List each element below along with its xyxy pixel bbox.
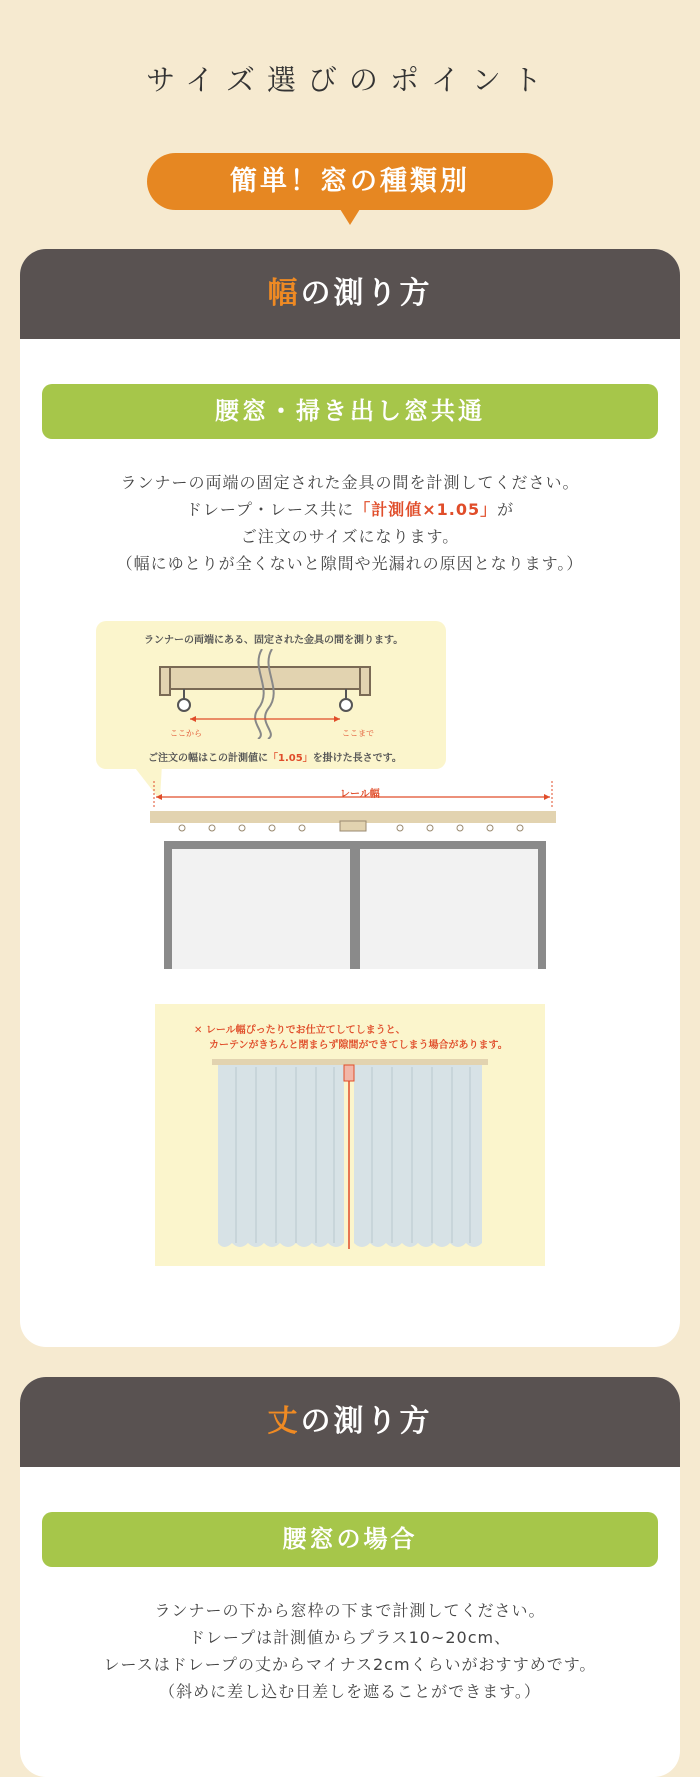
window-rail-illustration (150, 779, 560, 969)
callout-bottom-post: を掛けた長さです。 (312, 753, 402, 764)
width-section-card (20, 249, 680, 1347)
callout-bottom-highlight: 「1.05」 (268, 753, 313, 764)
gap-warning-line: ✕ レール幅ぴったりでお仕立てしてしまうと、 (194, 1025, 406, 1036)
callout-to-label: ここまで (342, 729, 374, 738)
rail-closeup-illustration (154, 649, 414, 739)
page-title: サイズ選びのポイント (146, 63, 554, 97)
callout-from-label: ここから (170, 729, 202, 738)
height-description (20, 1597, 680, 1705)
callout-bottom-pre: ご注文の幅はこの計測値に (148, 753, 268, 764)
width-section-header (20, 249, 680, 339)
width-description (20, 469, 680, 577)
gap-warning-line: カーテンがきちんと閉まらず隙間ができてしまう場合があります。 (209, 1040, 508, 1051)
height-desc-line: ドレープは計測値からプラス10~20cm、 (188, 1628, 512, 1647)
height-desc-line: レースはドレープの丈からマイナス2cmくらいがおすすめです。 (103, 1655, 597, 1674)
height-section-header (20, 1377, 680, 1467)
rail-width-label: レール幅 (340, 789, 380, 800)
curtain-gap-illustration (212, 1059, 492, 1259)
width-desc-post: が (497, 500, 515, 519)
width-subhead: 腰窓・掃き出し窓共通 (42, 384, 658, 439)
height-section-card (20, 1377, 680, 1777)
width-title-rest: の測り方 (300, 276, 433, 311)
callout-top-text: ランナーの両端にある、固定された金具の間を測ります。 (144, 635, 404, 646)
gap-warning-text (194, 1023, 508, 1053)
width-desc-line: ご注文のサイズになります。 (240, 527, 460, 546)
window-type-badge: 簡単！窓の種類別 (147, 153, 553, 210)
callout-bottom-text (148, 749, 402, 764)
height-desc-line: （斜めに差し込む日差しを遮ることができます。） (159, 1682, 541, 1701)
height-subhead: 腰窓の場合 (42, 1512, 658, 1567)
width-desc-line: （幅にゆとりが全くないと隙間や光漏れの原因となります。） (116, 554, 584, 573)
width-title-accent: 幅 (267, 276, 301, 311)
height-title-accent: 丈 (267, 1404, 301, 1439)
width-desc-highlight: 「計測値×1.05」 (354, 500, 498, 519)
width-desc-pre: ドレープ・レース共に (185, 500, 355, 519)
width-desc-line (20, 496, 680, 523)
height-desc-line: ランナーの下から窓枠の下まで計測してください。 (154, 1601, 546, 1620)
height-title-rest: の測り方 (300, 1404, 433, 1439)
width-desc-line: ランナーの両端の固定された金具の間を計測してください。 (120, 473, 580, 492)
